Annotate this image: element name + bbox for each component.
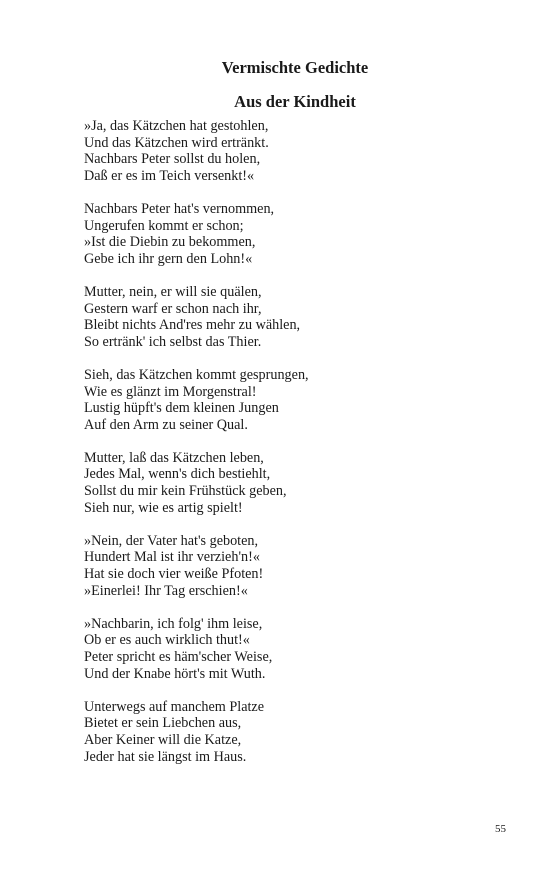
verse-line: »Nein, der Vater hat's geboten, (84, 532, 259, 549)
verse-line: Ob er es auch wirklich thut!« (84, 632, 250, 649)
verse-line: Lustig hüpft's dem kleinen Jungen (84, 400, 279, 417)
verse-line: Wie es glänzt im Morgenstral! (84, 383, 257, 400)
verse-line: Sieh, das Kätzchen kommt gesprungen, (84, 366, 309, 383)
verse-line: Jedes Mal, wenn's dich bestiehlt, (84, 466, 271, 483)
verse-line: Nachbars Peter hat's vernommen, (84, 200, 275, 217)
verse-line: Gestern warf er schon nach ihr, (84, 300, 262, 317)
stanza (84, 201, 504, 267)
verse-line: Mutter, nein, er will sie quälen, (84, 283, 262, 300)
verse-line: »Ja, das Kätzchen hat gestohlen, (84, 118, 269, 134)
verse-line: Nachbars Peter sollst du holen, (84, 151, 261, 168)
verse-line: »Ist die Diebin zu bekommen, (84, 234, 256, 251)
verse-line: Hundert Mal ist ihr verzieh'n!« (84, 549, 260, 566)
verse-line: So ertränk' ich selbst das Thier. (84, 333, 262, 350)
verse-line: Gebe ich ihr gern den Lohn!« (84, 250, 253, 267)
verse-line: Peter spricht es häm'scher Weise, (84, 649, 273, 665)
poem-title: Aus der Kindheit (234, 92, 356, 111)
verse-line: »Nachbarin, ich folg' ihm leise, (84, 615, 263, 632)
stanza (84, 699, 504, 765)
stanza (84, 450, 504, 516)
verse-line: Bietet er sein Liebchen aus, (84, 715, 242, 732)
verse-line: Sollst du mir kein Frühstück geben, (84, 483, 287, 500)
verse-line: Daß er es im Teich versenkt!« (84, 167, 255, 184)
stanza (84, 118, 504, 184)
stanza (84, 284, 504, 350)
page-number: 55 (495, 823, 506, 835)
verse-line: Mutter, laß das Kätzchen leben, (84, 449, 264, 466)
section-title: Vermischte Gedichte (221, 58, 369, 77)
verse-line: Bleibt nichts And'res mehr zu wählen, (84, 317, 301, 334)
verse-line: Sieh nur, wie es artig spielt! (84, 499, 243, 516)
verse-line: Ungerufen kommt er schon; (84, 217, 244, 234)
stanza (84, 367, 504, 433)
verse-line: Hat sie doch vier weiße Pfoten! (84, 566, 264, 583)
poem-body (84, 118, 504, 782)
stanza (84, 616, 504, 682)
verse-line: Und der Knabe hört's mit Wuth. (84, 665, 266, 682)
verse-line: Jeder hat sie längst im Haus. (84, 748, 247, 765)
stanza (84, 533, 504, 599)
verse-line: Aber Keiner will die Katze, (84, 731, 242, 748)
verse-line: »Einerlei! Ihr Tag erschien!« (84, 582, 248, 599)
verse-line: Auf den Arm zu seiner Qual. (84, 416, 248, 433)
verse-line: Unterwegs auf manchem Platze (84, 698, 265, 715)
verse-line: Und das Kätzchen wird ertränkt. (84, 134, 269, 151)
